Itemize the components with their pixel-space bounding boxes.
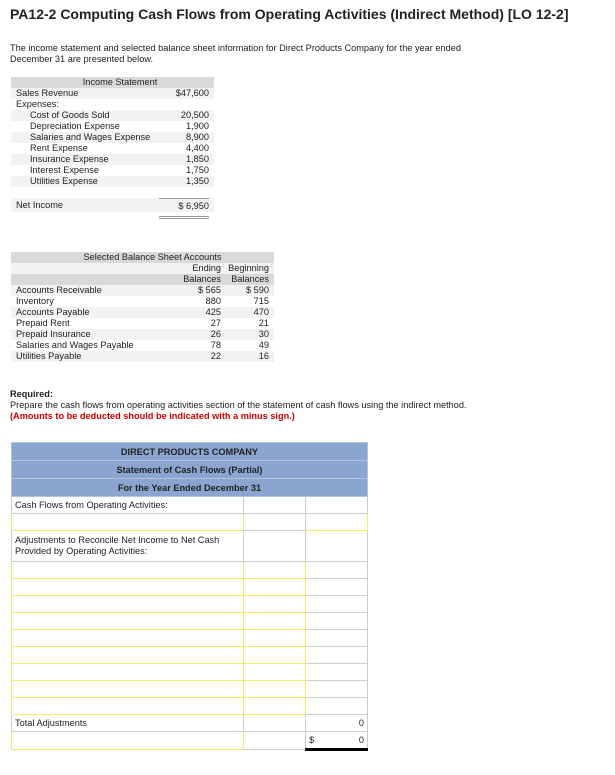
required-label: Required:	[10, 389, 53, 399]
beginning-balance: 30	[258, 329, 269, 339]
expense-row	[11, 121, 214, 132]
adjustment-row	[12, 681, 368, 698]
adjustment-row	[12, 579, 368, 596]
expense-value: 4,400	[186, 143, 209, 153]
balance-row	[11, 307, 274, 318]
adjustment-amount-input[interactable]	[244, 681, 306, 698]
page-title: PA12-2 Computing Cash Flows from Operating Activities (Indirect Method) [LO 12-2]	[10, 6, 569, 22]
expense-value: 1,850	[186, 154, 209, 164]
expense-label: Salaries and Wages Expense	[30, 132, 151, 142]
section-label: Cash Flows from Operating Activities:	[12, 497, 244, 514]
ending-balance: 880	[205, 296, 221, 306]
expense-label: Insurance Expense	[30, 154, 109, 164]
adjustment-amount-input[interactable]	[244, 698, 306, 715]
adjustment-row	[12, 647, 368, 664]
beginning-balance: 470	[253, 307, 269, 317]
total-adjustments-label: Total Adjustments	[12, 715, 244, 732]
sales-label: Sales Revenue	[16, 88, 79, 98]
expense-row	[11, 176, 214, 187]
beginning-balance: $ 590	[246, 285, 269, 295]
adjustments-label: Adjustments to Reconcile Net Income to Net Cash Provided by Operating Activities:	[12, 531, 244, 562]
account-label: Prepaid Rent	[16, 318, 70, 328]
balance-row	[11, 329, 274, 340]
adjustment-label-input[interactable]	[12, 579, 244, 596]
balance-row	[11, 296, 274, 307]
required-text: Prepare the cash flows from operating activities section of the statement of cash flows using the indirect method.	[10, 400, 467, 410]
net-income-amount-input[interactable]	[306, 514, 368, 531]
expense-label: Depreciation Expense	[30, 121, 120, 131]
balance-sheet-header: Selected Balance Sheet Accounts	[83, 252, 222, 262]
ending-balance: 27	[210, 318, 221, 328]
adjustment-row	[12, 664, 368, 681]
expense-value: 1,750	[186, 165, 209, 175]
adjustment-amount-input[interactable]	[244, 647, 306, 664]
expense-row	[11, 165, 214, 176]
expense-label: Utilities Expense	[30, 176, 98, 186]
adjustment-label-input[interactable]	[12, 562, 244, 579]
adjustment-label-input[interactable]	[12, 613, 244, 630]
account-label: Accounts Payable	[16, 307, 90, 317]
adjustment-amount-input[interactable]	[244, 664, 306, 681]
adjustment-amount-input[interactable]	[244, 630, 306, 647]
expense-label: Rent Expense	[30, 143, 88, 153]
expense-row	[11, 110, 214, 121]
ending-balance: $ 565	[198, 285, 221, 295]
ending-balance: 425	[205, 307, 221, 317]
account-label: Prepaid Insurance	[16, 329, 91, 339]
beginning-balance: 715	[253, 296, 269, 306]
income-statement	[11, 77, 214, 224]
adjustment-row	[12, 698, 368, 715]
expense-row	[11, 132, 214, 143]
total-adjustments-value: 0	[306, 715, 368, 732]
col-beginning-2: Balances	[231, 274, 269, 284]
net-cash-label-input[interactable]	[12, 732, 244, 750]
statement-name: Statement of Cash Flows (Partial)	[12, 461, 368, 479]
ending-balance: 78	[210, 340, 221, 350]
adjustment-label-input[interactable]	[12, 664, 244, 681]
net-income-label-input[interactable]	[12, 514, 244, 531]
net-income-value: $ 6,950	[159, 198, 209, 212]
expense-value: 20,500	[180, 110, 209, 120]
ending-balance: 22	[210, 351, 221, 361]
beginning-balance: 21	[258, 318, 269, 328]
account-label: Utilities Payable	[16, 351, 82, 361]
col-beginning: Beginning	[228, 263, 269, 273]
adjustment-amount-input[interactable]	[244, 613, 306, 630]
adjustment-amount-input[interactable]	[244, 596, 306, 613]
net-cash-value	[306, 732, 368, 750]
cash-flow-statement	[11, 442, 368, 751]
adjustment-amount-input[interactable]	[244, 562, 306, 579]
intro-text: The income statement and selected balance sheet information for Direct Products Company for the year ended December 31 are presented below.	[10, 43, 461, 64]
adjustment-row	[12, 630, 368, 647]
balance-sheet-table	[11, 252, 274, 362]
beginning-balance: 49	[258, 340, 269, 350]
account-label: Salaries and Wages Payable	[16, 340, 134, 350]
expense-label: Cost of Goods Sold	[30, 110, 110, 120]
statement-period: For the Year Ended December 31	[12, 479, 368, 497]
adjustment-amount-input[interactable]	[244, 579, 306, 596]
adjustment-row	[12, 562, 368, 579]
balance-row	[11, 351, 274, 362]
net-cash-amount: 0	[358, 735, 364, 745]
balance-row	[11, 318, 274, 329]
expense-row	[11, 154, 214, 165]
expense-value: 8,900	[186, 132, 209, 142]
adjustment-row	[12, 596, 368, 613]
net-income-label: Net Income	[16, 200, 63, 210]
required-note: (Amounts to be deducted should be indicated with a minus sign.)	[10, 411, 295, 421]
account-label: Accounts Receivable	[16, 285, 102, 295]
expenses-label: Expenses:	[16, 99, 59, 109]
beginning-balance: 16	[258, 351, 269, 361]
adjustment-label-input[interactable]	[12, 681, 244, 698]
expense-value: 1,900	[186, 121, 209, 131]
adjustment-row	[12, 613, 368, 630]
sales-value: $47,600	[175, 88, 209, 98]
expense-row	[11, 143, 214, 154]
adjustment-label-input[interactable]	[12, 698, 244, 715]
adjustment-label-input[interactable]	[12, 647, 244, 664]
expense-value: 1,350	[186, 176, 209, 186]
col-ending-2: Balances	[183, 274, 221, 284]
expense-label: Interest Expense	[30, 165, 99, 175]
currency-symbol: $	[309, 735, 315, 745]
account-label: Inventory	[16, 296, 54, 306]
company-name: DIRECT PRODUCTS COMPANY	[12, 443, 368, 461]
income-statement-header: Income Statement	[82, 77, 158, 87]
required-section	[10, 389, 490, 422]
balance-row	[11, 285, 274, 296]
ending-balance: 26	[210, 329, 221, 339]
adjustment-label-input[interactable]	[12, 630, 244, 647]
col-ending: Ending	[192, 263, 221, 273]
adjustment-label-input[interactable]	[12, 596, 244, 613]
balance-row	[11, 340, 274, 351]
